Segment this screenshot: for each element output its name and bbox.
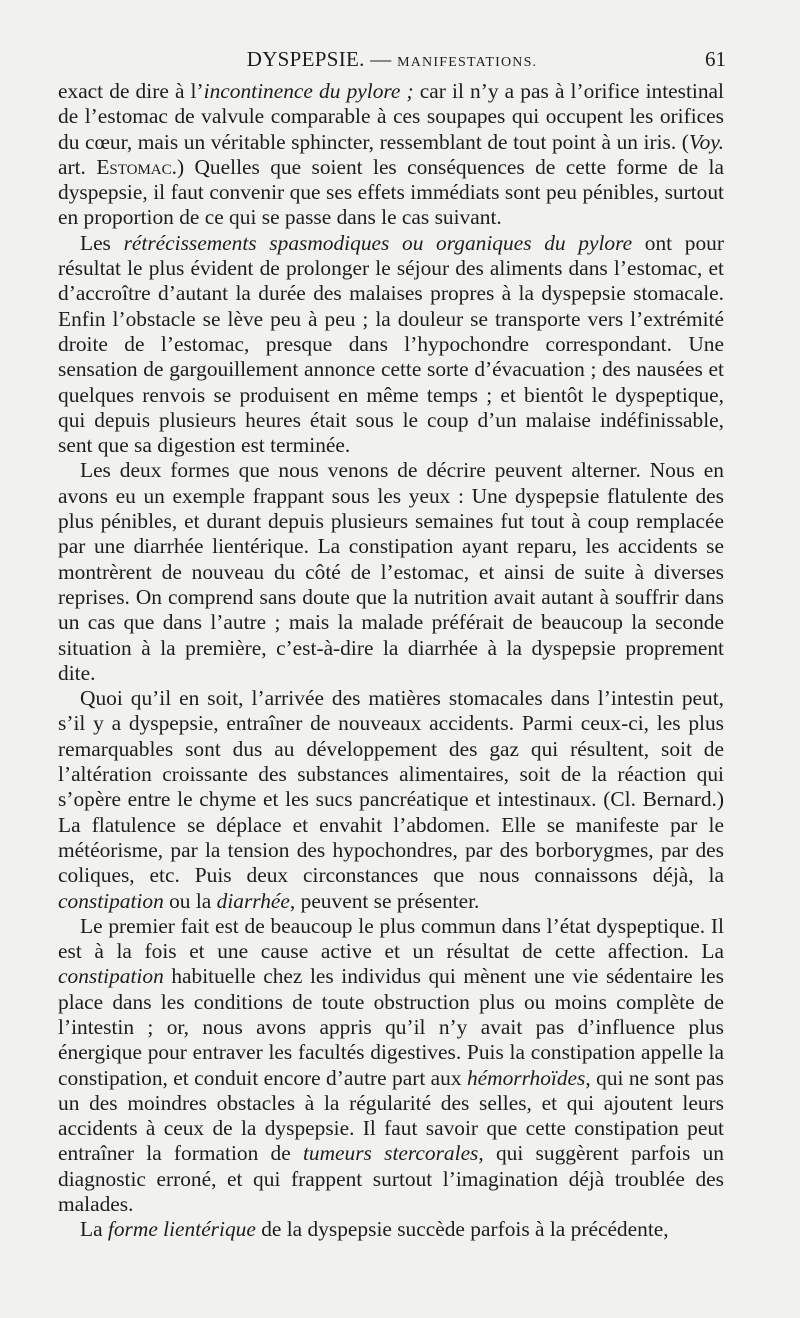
italic-term: rétrécissements spasmodiques ou organiques du pylore — [123, 230, 633, 255]
text-run: ont pour résultat le plus évident de prolonger le séjour des aliments dans l’estomac, et d’accroître d’autant la durée des malaises propres à la dyspepsie stomacale. Enfin l’obstacle se lève peu à peu ; la douleur se transporte vers l’extrémité droite de l’estomac, presque dans l’hypochondre correspondant. Une sensation de gargouillement annonce cette sorte d’évacuation ; des nausées et quelques renvois se produisent en même temps ; et bientôt le dyspeptique, qui depuis plusieurs heures était sous le coup d’un malaise indéfinissable, sent que sa digestion est terminée. — [58, 230, 724, 458]
paragraph — [58, 686, 724, 914]
text-run: , qui ne sont pas un des moindres obstacles à la régularité des selles, et qui ajoutent leurs accidents à ceux de la dyspepsie. Il faut savoir que cette constipation peut entraîner la formation de — [58, 1065, 724, 1166]
text-run: Quoi qu’il en soit, l’arrivée des matières stomacales dans l’intestin peut, s’il y a dyspepsie, entraîner de nouveaux accidents. Parmi ceux-ci, les plus remarquables sont dus au développement des gaz qui résultent, soit de l’altération croissante des substances alimentaires, soit de la réaction qui s’opère entre le chyme et les sucs pancréatique et intestinaux. (Cl. Bernard.) La flatulence se déplace et envahit l’abdomen. Elle se manifeste par le météorisme, par la tension des hypochondres, par des borborygmes, par des coliques, etc. Puis deux circonstances que nous connaissons déjà, la — [58, 686, 724, 888]
text-run: La — [80, 1217, 108, 1242]
text-run: ) Quelles que soient les conséquences de cette forme de la dyspepsie, il faut convenir que ses effets immédiats sont peu pénibles, surtout en proportion de ce qui se passe dans le cas suivant. — [58, 154, 724, 230]
text-run: , qui suggèrent parfois un diagnostic erroné, et qui frappent surtout l’imagination déjà troublée des malades. — [58, 1141, 724, 1217]
text-run: , peuvent se présenter. — [289, 888, 480, 913]
text-run: Le premier fait est de beaucoup le plus commun dans l’état dyspeptique. Il est à la fois et une cause active et un résultat de cette affection. La — [58, 913, 724, 964]
running-header — [58, 44, 726, 78]
chapter-title: DYSPEPSIE. — [246, 47, 365, 71]
text-run: art. — [58, 154, 97, 179]
text-run: habituelle chez les individus qui mènent une vie sédentaire les place dans les conditions de toute obstruction plus ou moins complète de l’intestin ; or, nous avons appris qu’il n’y avait pas d’influence plus énergique pour entraver les facultés digestives. Puis la constipation appelle la constipation, et conduit encore d’autre part aux — [58, 964, 724, 1090]
page-number: 61 — [705, 47, 726, 71]
paragraph — [58, 231, 724, 459]
text-run: exact de dire à l’ — [58, 79, 204, 103]
header-dash: — — [364, 47, 398, 71]
small-caps-ref: Estomac. — [96, 154, 177, 179]
text-run: ou la — [163, 888, 217, 913]
italic-term: Voy. — [688, 129, 724, 154]
text-run: Les — [80, 230, 124, 255]
italic-term: diarrhée — [216, 888, 290, 913]
italic-term: forme lientérique — [107, 1217, 256, 1242]
paragraph — [58, 79, 724, 231]
italic-term: incontinence du pylore ; — [203, 79, 414, 103]
italic-term: constipation — [58, 964, 164, 989]
paragraph — [58, 458, 724, 686]
italic-term: hémorrhoïdes — [466, 1065, 586, 1090]
text-run: car il n’y a pas à l’orifice intestinal de l’estomac de valvule comparable à ces soupapes qui occupent les orifices du cœur, mais un véritable sphincter, ressemblant de tout point à un iris. ( — [58, 79, 724, 154]
body-text — [58, 79, 724, 1243]
italic-term: tumeurs stercorales — [302, 1141, 479, 1166]
italic-term: constipation — [58, 888, 164, 913]
paragraph — [58, 914, 724, 1218]
text-run: Les deux formes que nous venons de décrire peuvent alterner. Nous en avons eu un exemple frappant sous les yeux : Une dyspepsie flatulente des plus pénibles, et durant depuis plusieurs semaines fut tout à coup remplacée par une diarrhée lientérique. La constipation ayant reparu, les accidents se montrèrent de nouveau du côté de l’estomac, et ainsi de suite à diverses reprises. On comprend sans doute que la nutrition avait autant à souffrir dans un cas que dans l’autre ; mais la malade préférait de beaucoup la seconde situation à la première, c’est-à-dire la diarrhée à la dyspepsie proprement dite. — [58, 458, 724, 685]
section-title: MANIFESTATIONS. — [397, 55, 538, 70]
text-run: de la dyspepsie succède parfois à la précédente, — [255, 1217, 669, 1242]
paragraph — [58, 1217, 724, 1242]
running-title — [58, 47, 726, 72]
